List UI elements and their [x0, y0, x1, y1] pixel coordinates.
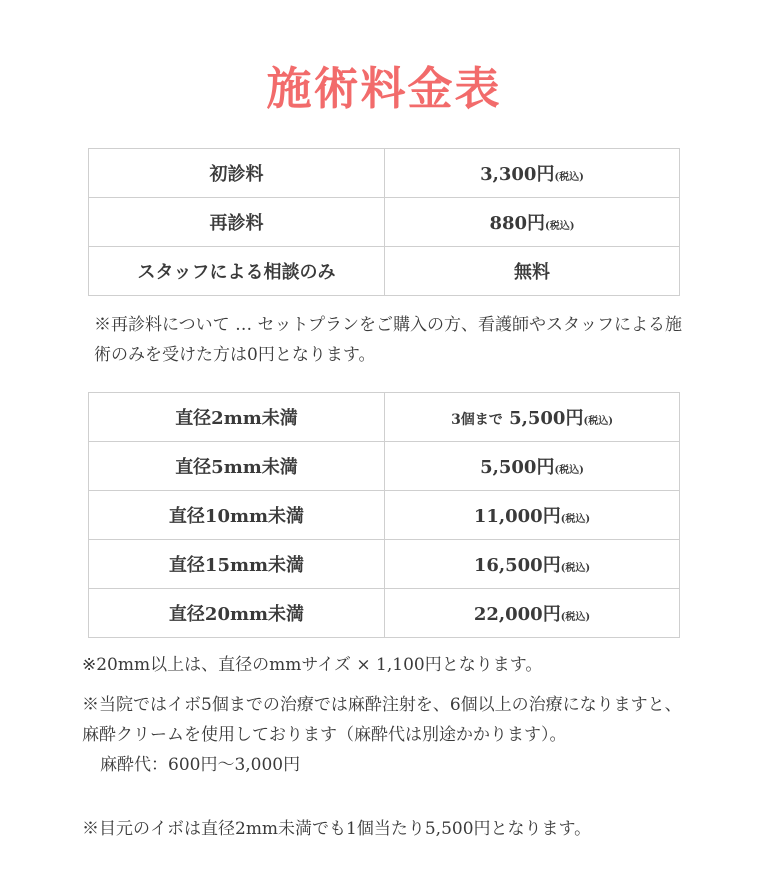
fee-label: スタッフによる相談のみ	[89, 247, 385, 296]
table-row	[89, 393, 680, 442]
fee-label: 初診料	[89, 149, 385, 198]
treatment-fee-table	[88, 392, 680, 638]
size-label: 直径5mm未満	[89, 442, 385, 491]
fee-price: 11,000円	[473, 506, 561, 527]
table-row	[89, 198, 680, 247]
over-20mm-note: ※20mm以上は、直径のmmサイズ × 1,100円となります。	[82, 655, 543, 675]
fee-price: 3,300円	[480, 164, 555, 185]
tax-note: (税込)	[560, 563, 591, 574]
tax-note: (税込)	[560, 612, 591, 623]
fee-price-cell	[385, 198, 680, 247]
size-label: 直径2mm未満	[89, 393, 385, 442]
anesthesia-note	[82, 690, 692, 780]
fee-label: 再診料	[89, 198, 385, 247]
fee-price: 5,500円	[509, 408, 584, 429]
table-row	[89, 589, 680, 638]
fee-price: 無料	[514, 262, 550, 283]
tax-note: (税込)	[554, 465, 584, 476]
fee-price-cell	[385, 491, 680, 540]
fee-price-cell	[385, 247, 680, 296]
eye-area-note: ※目元のイボは直径2mm未満でも1個当たり5,500円となります。	[82, 819, 592, 839]
fee-price: 22,000円	[473, 604, 561, 625]
fee-price-cell	[385, 393, 680, 442]
fee-price-cell	[385, 540, 680, 589]
size-label: 直径10mm未満	[89, 491, 385, 540]
anesthesia-note-text: ※当院ではイボ5個までの治療では麻酔注射を、6個以上の治療になりますと、麻酔クリームを使用しております（麻酔代は別途かかります）。	[82, 695, 682, 745]
page-title: 施術料金表	[266, 62, 502, 115]
tax-note: (税込)	[554, 172, 584, 183]
fee-price: 5,500円	[480, 457, 555, 478]
fee-price-cell	[385, 589, 680, 638]
table-row	[89, 442, 680, 491]
fee-price-cell	[385, 149, 680, 198]
fee-price: 880円	[489, 213, 546, 234]
table-row	[89, 149, 680, 198]
size-label: 直径15mm未満	[89, 540, 385, 589]
tax-note: (税込)	[560, 514, 591, 525]
revisit-fee-note: ※再診料について … セットプランをご購入の方、看護師やスタッフによる施術のみを受けた方は0円となります。	[94, 315, 682, 365]
fee-price-cell	[385, 442, 680, 491]
table-row	[89, 540, 680, 589]
tax-note: (税込)	[545, 221, 575, 232]
table-row	[89, 247, 680, 296]
quantity-limit: 3個まで	[451, 412, 503, 428]
table-row	[89, 491, 680, 540]
tax-note: (税込)	[583, 416, 613, 427]
fee-price: 16,500円	[473, 555, 561, 576]
consultation-fee-table	[88, 148, 680, 296]
size-label: 直径20mm未満	[89, 589, 385, 638]
anesthesia-cost: 麻酔代：600円〜3,000円	[100, 755, 301, 775]
